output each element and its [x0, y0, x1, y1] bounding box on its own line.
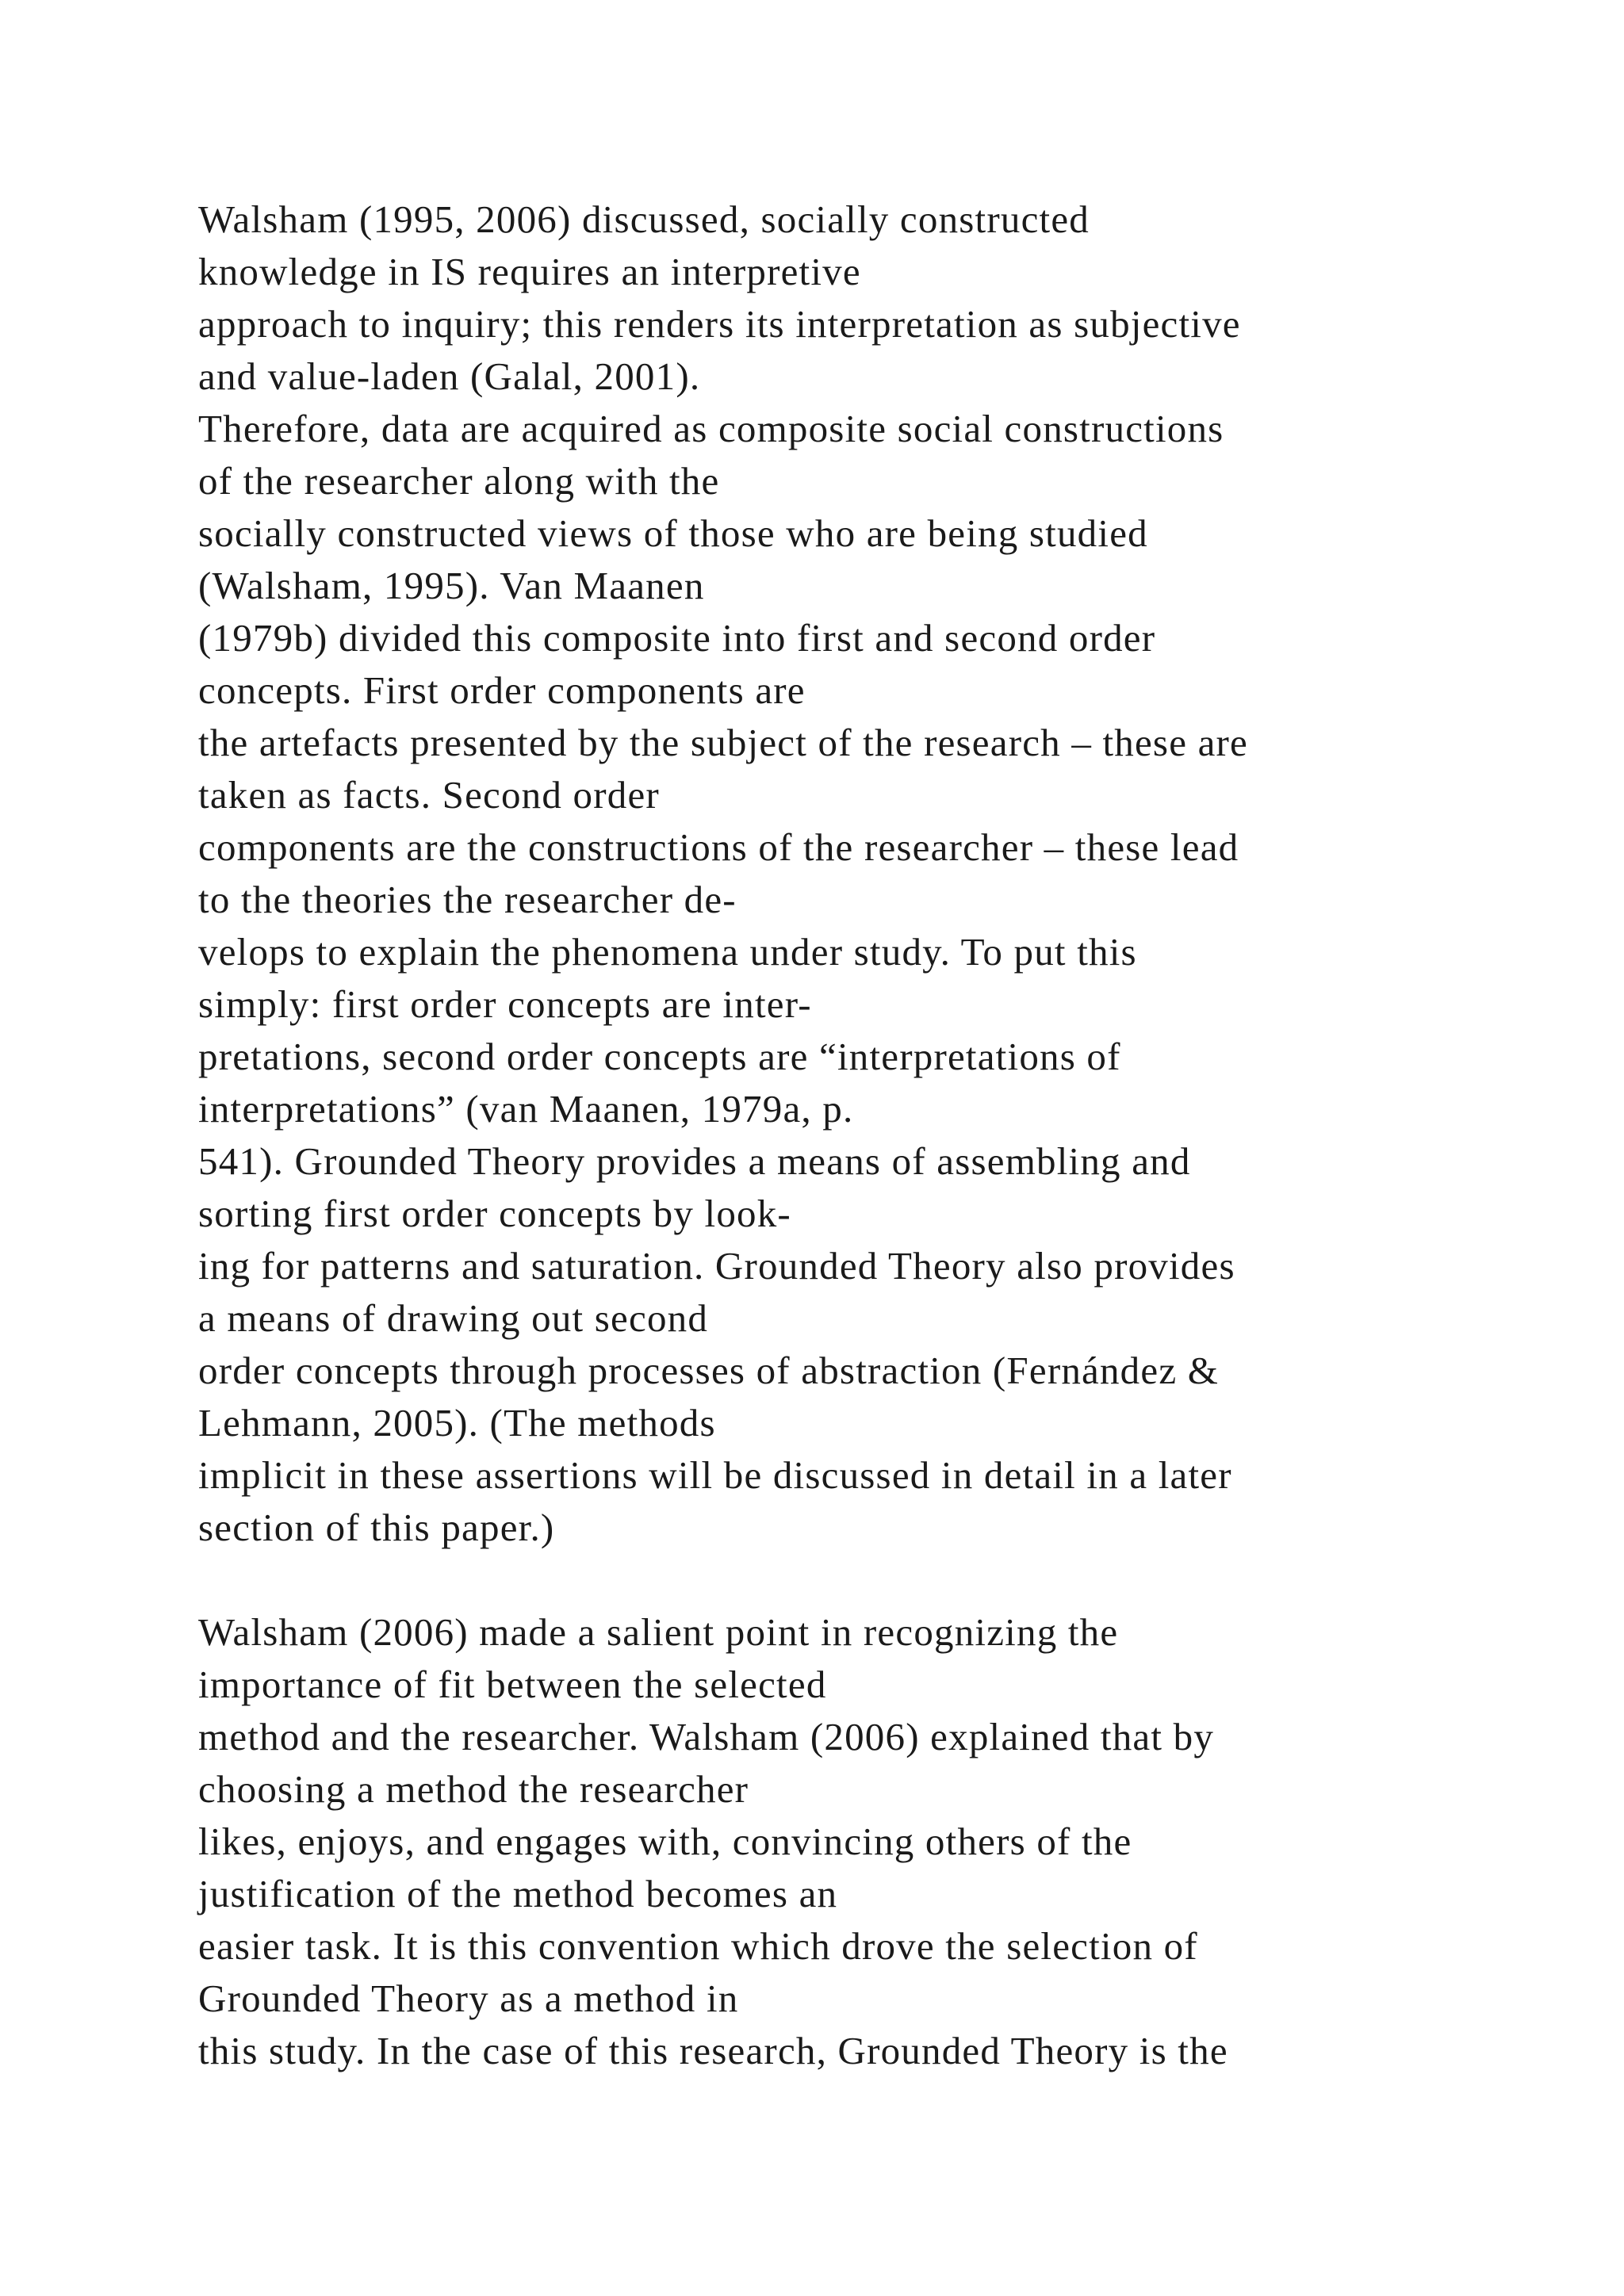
text-line: velops to explain the phenomena under study. To put this — [198, 930, 1137, 974]
text-line: and value-laden (Galal, 2001). — [198, 354, 701, 398]
text-line: sorting first order concepts by look- — [198, 1192, 791, 1235]
text-line: likes, enjoys, and engages with, convincing others of the — [198, 1820, 1132, 1863]
text-line: implicit in these assertions will be discussed in detail in a later — [198, 1453, 1232, 1497]
text-line: (1979b) divided this composite into first and second order — [198, 616, 1156, 660]
text-line: interpretations” (van Maanen, 1979a, p. — [198, 1087, 854, 1131]
text-line: importance of fit between the selected — [198, 1663, 827, 1706]
text-line: to the theories the researcher de- — [198, 878, 737, 921]
text-line: easier task. It is this convention which drove the selection of — [198, 1924, 1198, 1968]
text-line: simply: first order concepts are inter- — [198, 982, 812, 1026]
text-line: section of this paper.) — [198, 1506, 555, 1549]
text-line: Therefore, data are acquired as composite social constructions — [198, 407, 1224, 450]
text-line: taken as facts. Second order — [198, 773, 660, 817]
text-line: the artefacts presented by the subject of the research – these are — [198, 721, 1249, 764]
text-line: approach to inquiry; this renders its interpretation as subjective — [198, 302, 1241, 346]
text-line: knowledge in IS requires an interpretive — [198, 250, 861, 293]
text-line: choosing a method the researcher — [198, 1767, 749, 1811]
text-line: concepts. First order components are — [198, 668, 806, 712]
text-line: (Walsham, 1995). Van Maanen — [198, 564, 705, 607]
text-line: components are the constructions of the researcher – these lead — [198, 825, 1239, 869]
text-line: socially constructed views of those who are being studied — [198, 511, 1148, 555]
text-line: order concepts through processes of abstraction (Fernández & — [198, 1349, 1220, 1392]
text-line: Grounded Theory as a method in — [198, 1976, 739, 2020]
text-line: justification of the method becomes an — [198, 1872, 838, 1915]
text-line: ing for patterns and saturation. Grounded Theory also provides — [198, 1244, 1235, 1288]
paragraph-2 — [198, 1606, 1546, 2077]
text-line: of the researcher along with the — [198, 459, 720, 503]
text-line: Walsham (1995, 2006) discussed, socially constructed — [198, 197, 1090, 241]
paragraph-gap — [198, 1554, 1546, 1606]
text-line: Lehmann, 2005). (The methods — [198, 1401, 716, 1445]
text-line: this study. In the case of this research, Grounded Theory is the — [198, 2029, 1228, 2072]
document-body — [198, 193, 1546, 2077]
text-line: Walsham (2006) made a salient point in recognizing the — [198, 1610, 1119, 1654]
paragraph-1 — [198, 193, 1546, 1554]
text-line: 541). Grounded Theory provides a means of assembling and — [198, 1139, 1191, 1183]
text-line: a means of drawing out second — [198, 1296, 709, 1340]
text-line: pretations, second order concepts are “interpretations of — [198, 1035, 1121, 1078]
text-line: method and the researcher. Walsham (2006) explained that by — [198, 1715, 1215, 1758]
